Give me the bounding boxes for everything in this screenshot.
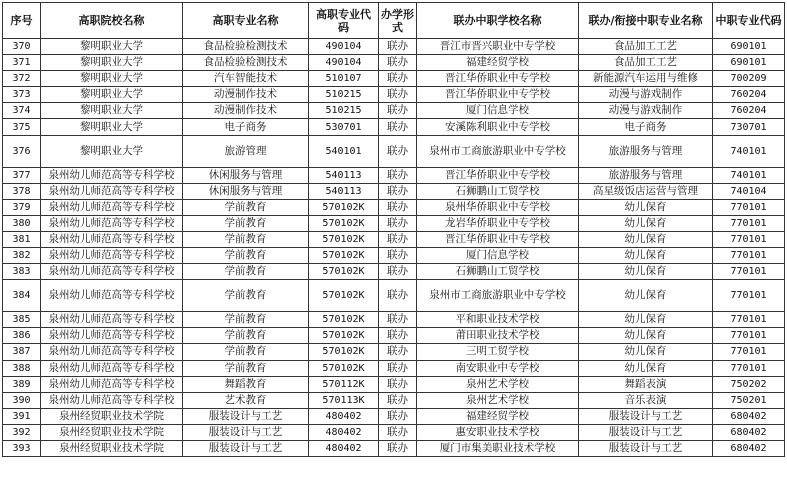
cell-major-name: 服装设计与工艺 [183, 440, 309, 456]
cell-index: 377 [3, 167, 41, 183]
cell-college-name: 泉州幼儿师范高等专科学校 [41, 376, 183, 392]
table-row [3, 264, 785, 280]
cell-major-name: 学前教育 [183, 312, 309, 328]
cell-partner-code: 740101 [713, 135, 785, 167]
cell-major-code: 570102K [309, 360, 379, 376]
cell-index: 370 [3, 39, 41, 55]
cell-partner-school: 龙岩华侨职业中专学校 [417, 215, 579, 231]
cell-mode: 联办 [379, 424, 417, 440]
table-row [3, 248, 785, 264]
table-row [3, 312, 785, 328]
program-table [2, 2, 785, 457]
table-row [3, 103, 785, 119]
cell-major-name: 学前教育 [183, 328, 309, 344]
cell-major-code: 490104 [309, 39, 379, 55]
cell-major-name: 汽车智能技术 [183, 71, 309, 87]
cell-index: 393 [3, 440, 41, 456]
cell-college-name: 黎明职业大学 [41, 135, 183, 167]
table-row [3, 39, 785, 55]
cell-partner-major: 食品加工工艺 [579, 39, 713, 55]
table-row [3, 183, 785, 199]
cell-index: 373 [3, 87, 41, 103]
cell-index: 379 [3, 199, 41, 215]
cell-partner-code: 760204 [713, 103, 785, 119]
cell-college-name: 泉州经贸职业技术学院 [41, 440, 183, 456]
cell-partner-school: 厦门市集美职业技术学校 [417, 440, 579, 456]
cell-partner-school: 石狮鹏山工贸学校 [417, 183, 579, 199]
table-row [3, 360, 785, 376]
cell-college-name: 黎明职业大学 [41, 103, 183, 119]
cell-partner-major: 旅游服务与管理 [579, 135, 713, 167]
cell-college-name: 泉州幼儿师范高等专科学校 [41, 344, 183, 360]
cell-index: 380 [3, 215, 41, 231]
cell-partner-major: 服装设计与工艺 [579, 424, 713, 440]
cell-partner-major: 旅游服务与管理 [579, 167, 713, 183]
cell-partner-major: 食品加工工艺 [579, 55, 713, 71]
cell-college-name: 黎明职业大学 [41, 39, 183, 55]
cell-major-code: 510215 [309, 87, 379, 103]
cell-index: 385 [3, 312, 41, 328]
cell-college-name: 泉州幼儿师范高等专科学校 [41, 312, 183, 328]
cell-mode: 联办 [379, 87, 417, 103]
cell-partner-code: 770101 [713, 248, 785, 264]
cell-index: 386 [3, 328, 41, 344]
cell-major-code: 480402 [309, 440, 379, 456]
cell-partner-code: 770101 [713, 199, 785, 215]
cell-partner-code: 770101 [713, 344, 785, 360]
cell-partner-code: 680402 [713, 424, 785, 440]
cell-mode: 联办 [379, 167, 417, 183]
cell-major-code: 510215 [309, 103, 379, 119]
cell-major-name: 动漫制作技术 [183, 87, 309, 103]
cell-index: 382 [3, 248, 41, 264]
cell-mode: 联办 [379, 39, 417, 55]
cell-mode: 联办 [379, 264, 417, 280]
cell-major-name: 学前教育 [183, 215, 309, 231]
cell-college-name: 泉州幼儿师范高等专科学校 [41, 183, 183, 199]
table-row [3, 424, 785, 440]
cell-major-code: 570102K [309, 215, 379, 231]
cell-major-name: 休闲服务与管理 [183, 183, 309, 199]
table-row [3, 199, 785, 215]
cell-partner-school: 泉州市工商旅游职业中专学校 [417, 135, 579, 167]
cell-partner-code: 680402 [713, 440, 785, 456]
cell-mode: 联办 [379, 183, 417, 199]
cell-major-code: 480402 [309, 424, 379, 440]
cell-major-code: 540113 [309, 167, 379, 183]
cell-partner-major: 幼儿保育 [579, 231, 713, 247]
cell-major-name: 服装设计与工艺 [183, 424, 309, 440]
header-row [3, 3, 785, 39]
cell-partner-code: 770101 [713, 360, 785, 376]
cell-partner-code: 760204 [713, 87, 785, 103]
cell-major-code: 570102K [309, 280, 379, 312]
cell-index: 388 [3, 360, 41, 376]
table-row [3, 215, 785, 231]
cell-partner-school: 福建经贸学校 [417, 408, 579, 424]
cell-major-name: 学前教育 [183, 264, 309, 280]
cell-major-name: 学前教育 [183, 344, 309, 360]
cell-partner-code: 690101 [713, 39, 785, 55]
cell-college-name: 泉州幼儿师范高等专科学校 [41, 231, 183, 247]
cell-major-name: 学前教育 [183, 231, 309, 247]
cell-college-name: 泉州幼儿师范高等专科学校 [41, 360, 183, 376]
cell-major-name: 艺术教育 [183, 392, 309, 408]
cell-index: 389 [3, 376, 41, 392]
cell-partner-major: 高星级饭店运营与管理 [579, 183, 713, 199]
cell-partner-school: 泉州华侨职业中专学校 [417, 199, 579, 215]
cell-major-name: 旅游管理 [183, 135, 309, 167]
cell-partner-code: 770101 [713, 328, 785, 344]
cell-college-name: 泉州经贸职业技术学院 [41, 424, 183, 440]
cell-mode: 联办 [379, 55, 417, 71]
cell-major-name: 学前教育 [183, 280, 309, 312]
cell-college-name: 泉州幼儿师范高等专科学校 [41, 248, 183, 264]
cell-major-name: 动漫制作技术 [183, 103, 309, 119]
table-row [3, 280, 785, 312]
cell-partner-major: 幼儿保育 [579, 328, 713, 344]
cell-partner-major: 服装设计与工艺 [579, 440, 713, 456]
cell-college-name: 泉州幼儿师范高等专科学校 [41, 392, 183, 408]
cell-mode: 联办 [379, 71, 417, 87]
cell-index: 391 [3, 408, 41, 424]
header-college-name: 高职院校名称 [41, 3, 183, 39]
cell-major-name: 服装设计与工艺 [183, 408, 309, 424]
cell-college-name: 泉州幼儿师范高等专科学校 [41, 328, 183, 344]
cell-mode: 联办 [379, 231, 417, 247]
cell-major-name: 食品检验检测技术 [183, 55, 309, 71]
cell-major-code: 570102K [309, 312, 379, 328]
cell-mode: 联办 [379, 103, 417, 119]
cell-major-name: 电子商务 [183, 119, 309, 135]
cell-partner-major: 舞蹈表演 [579, 376, 713, 392]
cell-major-name: 学前教育 [183, 199, 309, 215]
cell-partner-school: 晋江华侨职业中专学校 [417, 71, 579, 87]
cell-major-name: 学前教育 [183, 360, 309, 376]
cell-mode: 联办 [379, 392, 417, 408]
cell-index: 371 [3, 55, 41, 71]
cell-college-name: 泉州幼儿师范高等专科学校 [41, 199, 183, 215]
cell-partner-code: 750202 [713, 376, 785, 392]
cell-mode: 联办 [379, 376, 417, 392]
cell-college-name: 黎明职业大学 [41, 71, 183, 87]
cell-partner-school: 晋江市晋兴职业中专学校 [417, 39, 579, 55]
header-partner-school: 联办中职学校名称 [417, 3, 579, 39]
cell-partner-major: 幼儿保育 [579, 264, 713, 280]
cell-major-code: 570102K [309, 231, 379, 247]
table-row [3, 376, 785, 392]
table-header [3, 3, 785, 39]
cell-index: 381 [3, 231, 41, 247]
cell-college-name: 泉州幼儿师范高等专科学校 [41, 280, 183, 312]
cell-major-code: 480402 [309, 408, 379, 424]
table-row [3, 231, 785, 247]
cell-partner-school: 惠安职业技术学校 [417, 424, 579, 440]
table-row [3, 71, 785, 87]
cell-mode: 联办 [379, 440, 417, 456]
cell-mode: 联办 [379, 312, 417, 328]
cell-partner-code: 730701 [713, 119, 785, 135]
cell-partner-major: 动漫与游戏制作 [579, 87, 713, 103]
table-row [3, 55, 785, 71]
cell-major-code: 540113 [309, 183, 379, 199]
cell-college-name: 泉州经贸职业技术学院 [41, 408, 183, 424]
cell-major-code: 490104 [309, 55, 379, 71]
header-partner-code: 中职专业代码 [713, 3, 785, 39]
cell-partner-code: 740101 [713, 167, 785, 183]
cell-partner-code: 770101 [713, 280, 785, 312]
table-body [3, 39, 785, 457]
table-row [3, 344, 785, 360]
cell-major-code: 570102K [309, 264, 379, 280]
header-mode: 办学形式 [379, 3, 417, 39]
cell-index: 387 [3, 344, 41, 360]
table-row [3, 328, 785, 344]
cell-partner-code: 770101 [713, 231, 785, 247]
table-row [3, 392, 785, 408]
cell-index: 375 [3, 119, 41, 135]
header-major-code: 高职专业代码 [309, 3, 379, 39]
cell-major-code: 530701 [309, 119, 379, 135]
cell-major-name: 学前教育 [183, 248, 309, 264]
cell-partner-major: 幼儿保育 [579, 280, 713, 312]
cell-major-name: 舞蹈教育 [183, 376, 309, 392]
header-major-name: 高职专业名称 [183, 3, 309, 39]
cell-mode: 联办 [379, 280, 417, 312]
cell-mode: 联办 [379, 344, 417, 360]
cell-partner-code: 740104 [713, 183, 785, 199]
table-row [3, 87, 785, 103]
cell-college-name: 泉州幼儿师范高等专科学校 [41, 167, 183, 183]
cell-partner-code: 770101 [713, 215, 785, 231]
cell-major-code: 570102K [309, 328, 379, 344]
cell-index: 372 [3, 71, 41, 87]
table-row [3, 408, 785, 424]
cell-partner-school: 泉州艺术学校 [417, 376, 579, 392]
cell-partner-school: 平和职业技术学校 [417, 312, 579, 328]
cell-partner-major: 幼儿保育 [579, 344, 713, 360]
cell-mode: 联办 [379, 360, 417, 376]
cell-partner-major: 幼儿保育 [579, 360, 713, 376]
cell-partner-school: 泉州艺术学校 [417, 392, 579, 408]
cell-major-code: 570113K [309, 392, 379, 408]
cell-college-name: 黎明职业大学 [41, 119, 183, 135]
cell-partner-major: 服装设计与工艺 [579, 408, 713, 424]
cell-partner-school: 厦门信息学校 [417, 103, 579, 119]
cell-mode: 联办 [379, 328, 417, 344]
cell-index: 392 [3, 424, 41, 440]
cell-major-code: 570102K [309, 199, 379, 215]
cell-index: 376 [3, 135, 41, 167]
table-row [3, 440, 785, 456]
cell-partner-school: 厦门信息学校 [417, 248, 579, 264]
cell-major-code: 540101 [309, 135, 379, 167]
cell-partner-code: 750201 [713, 392, 785, 408]
cell-index: 383 [3, 264, 41, 280]
cell-partner-major: 幼儿保育 [579, 215, 713, 231]
cell-partner-code: 690101 [713, 55, 785, 71]
cell-index: 390 [3, 392, 41, 408]
document-page [2, 2, 785, 457]
cell-partner-school: 安溪陈利职业中专学校 [417, 119, 579, 135]
cell-partner-school: 福建经贸学校 [417, 55, 579, 71]
cell-mode: 联办 [379, 119, 417, 135]
cell-major-name: 食品检验检测技术 [183, 39, 309, 55]
cell-partner-major: 动漫与游戏制作 [579, 103, 713, 119]
cell-major-code: 570112K [309, 376, 379, 392]
cell-partner-major: 幼儿保育 [579, 199, 713, 215]
header-index: 序号 [3, 3, 41, 39]
cell-mode: 联办 [379, 135, 417, 167]
header-partner-major: 联办/衔接中职专业名称 [579, 3, 713, 39]
cell-partner-school: 三明工贸学校 [417, 344, 579, 360]
cell-partner-school: 南安职业中专学校 [417, 360, 579, 376]
cell-partner-code: 680402 [713, 408, 785, 424]
cell-mode: 联办 [379, 408, 417, 424]
cell-partner-major: 电子商务 [579, 119, 713, 135]
cell-partner-code: 770101 [713, 264, 785, 280]
table-row [3, 119, 785, 135]
cell-partner-code: 700209 [713, 71, 785, 87]
cell-partner-school: 泉州市工商旅游职业中专学校 [417, 280, 579, 312]
cell-partner-major: 音乐表演 [579, 392, 713, 408]
cell-partner-school: 晋江华侨职业中专学校 [417, 87, 579, 103]
cell-mode: 联办 [379, 215, 417, 231]
cell-major-name: 休闲服务与管理 [183, 167, 309, 183]
cell-index: 384 [3, 280, 41, 312]
cell-college-name: 泉州幼儿师范高等专科学校 [41, 215, 183, 231]
cell-mode: 联办 [379, 248, 417, 264]
cell-partner-code: 770101 [713, 312, 785, 328]
cell-major-code: 570102K [309, 248, 379, 264]
cell-partner-school: 莆田职业技术学校 [417, 328, 579, 344]
cell-college-name: 泉州幼儿师范高等专科学校 [41, 264, 183, 280]
cell-major-code: 570102K [309, 344, 379, 360]
cell-major-code: 510107 [309, 71, 379, 87]
cell-partner-school: 石狮鹏山工贸学校 [417, 264, 579, 280]
cell-index: 374 [3, 103, 41, 119]
cell-partner-major: 新能源汽车运用与维修 [579, 71, 713, 87]
cell-college-name: 黎明职业大学 [41, 55, 183, 71]
cell-index: 378 [3, 183, 41, 199]
cell-partner-major: 幼儿保育 [579, 312, 713, 328]
cell-partner-major: 幼儿保育 [579, 248, 713, 264]
table-row [3, 135, 785, 167]
table-row [3, 167, 785, 183]
cell-partner-school: 晋江华侨职业中专学校 [417, 167, 579, 183]
cell-partner-school: 晋江华侨职业中专学校 [417, 231, 579, 247]
cell-mode: 联办 [379, 199, 417, 215]
cell-college-name: 黎明职业大学 [41, 87, 183, 103]
